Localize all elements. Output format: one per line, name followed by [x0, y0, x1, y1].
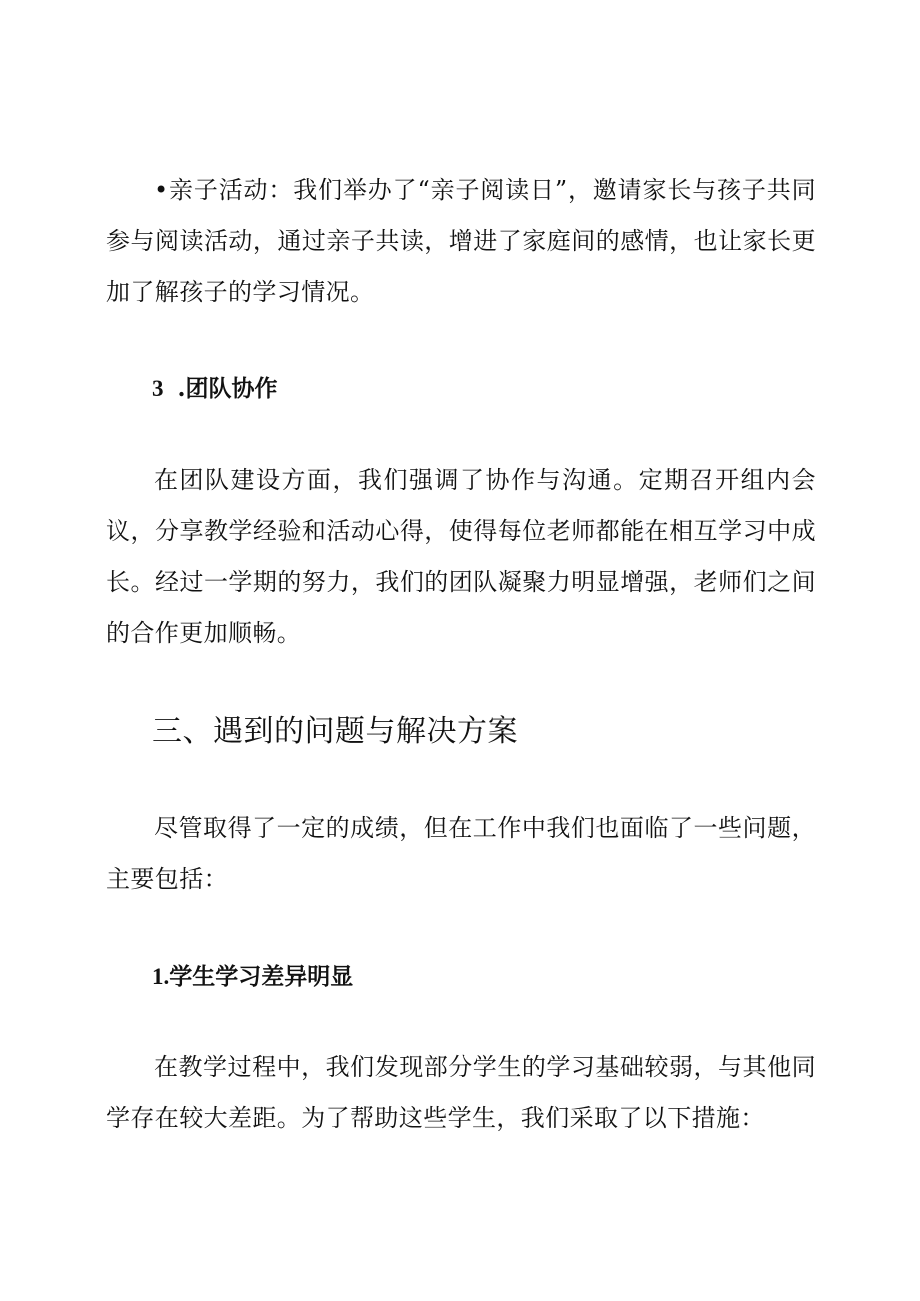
- problems-intro-paragraph: 尽管取得了一定的成绩，但在工作中我们也面临了一些问题，主要包括：: [106, 814, 816, 893]
- learning-difference-number: 1.: [152, 964, 170, 989]
- team-collaboration-paragraph: 在团队建设方面，我们强调了协作与沟通。定期召开组内会议，分享教学经验和活动心得，使得每位老师都能在相互学习中成长。经过一学期的努力，我们的团队凝聚力明显增强，老师们之间的合作更加顺畅。: [106, 466, 816, 647]
- learning-difference-heading: [152, 962, 353, 992]
- section-three-heading: 三、遇到的问题与解决方案: [152, 714, 518, 749]
- parent-activity-paragraph: •亲子活动：我们举办了“亲子阅读日”，邀请家长与孩子共同参与阅读活动，通过亲子共读，增进了家庭间的感情，也让家长更加了解孩子的学习情况。: [106, 176, 816, 306]
- team-collaboration-number: 3: [152, 376, 164, 401]
- team-collaboration-heading: [152, 374, 278, 404]
- team-collaboration-title: .团队协作: [177, 375, 278, 402]
- learning-difference-title: 学生学习差异明显: [169, 963, 354, 990]
- learning-difference-paragraph: 在教学过程中，我们发现部分学生的学习基础较弱，与其他同学存在较大差距。为了帮助这些学生，我们采取了以下措施：: [106, 1053, 816, 1132]
